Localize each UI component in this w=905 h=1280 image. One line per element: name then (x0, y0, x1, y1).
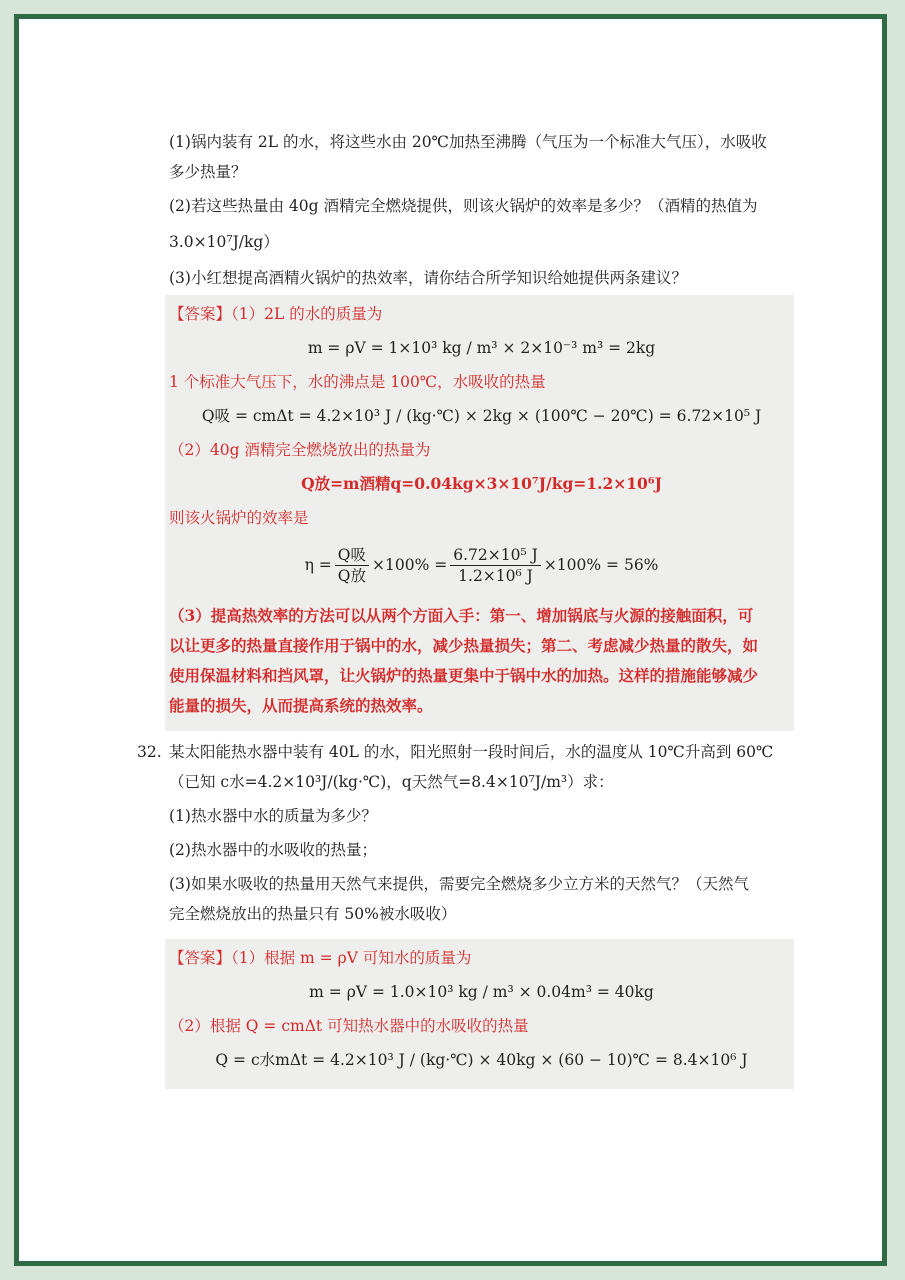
q31-part-2-cont: 3.0×10⁷J/kg） (169, 233, 279, 251)
page-content (137, 127, 794, 1095)
q32-stem: 某太阳能热水器中装有 40L 的水，阳光照射一段时间后，水的温度从 10℃升高到 60℃ (169, 743, 774, 761)
answer-label: 【答案】 (169, 305, 232, 323)
q31-a1-boil: 1 个标准大气压下，水的沸点是 100℃，水吸收的热量 (169, 373, 546, 391)
q31-a2-efficiency-intro: 则该火锅炉的效率是 (169, 509, 309, 527)
q32-part-3: (3)如果水吸收的热量用天然气来提供，需要完全燃烧多少立方米的天然气？（天然气 (169, 875, 749, 893)
q31-answer-block (165, 295, 794, 731)
q32-block (137, 737, 794, 929)
eta-lhs: η = (304, 556, 332, 574)
q31-a3-line-1: （3）提高热效率的方法可以从两个方面入手：第一、增加锅底与火源的接触面积，可 (169, 606, 754, 625)
q32-answer-block (165, 939, 794, 1089)
q31-part-1-cont: 多少热量？ (169, 163, 247, 181)
q32-part-2: (2)热水器中的水吸收的热量； (169, 841, 377, 859)
eta-fraction-2 (450, 545, 541, 586)
answer-label: 【答案】 (169, 949, 232, 967)
q32-answer-intro (169, 943, 794, 973)
q31-a1-intro: （1）2L 的水的质量为 (231, 305, 383, 323)
q31-a1-heat-formula: Q吸 = cmΔt = 4.2×10³ J / (kg·℃) × 2kg × (100℃ − 20℃) = 6.72×10⁵ J (201, 407, 762, 425)
q31-answer-intro (169, 299, 794, 329)
q32-known: （已知 c水=4.2×10³J/(kg·℃)，q天然气=8.4×10⁷J/m³）求： (169, 773, 614, 791)
q31-a3-line-4: 能量的损失，从而提高系统的热效率。 (169, 696, 433, 715)
page-frame (14, 14, 887, 1266)
q31-part-3: (3)小红想提高酒精火锅炉的热效率，请你结合所学知识给她提供两条建议？ (169, 269, 687, 287)
q31-a3-line-2: 以让更多的热量直接作用于锅中的水，减少热量损失；第二、考虑减少热量的散失，如 (169, 636, 759, 655)
eta-numerator-2: 6.72×10⁵ J (450, 545, 541, 566)
q32-part-3-cont: 完全燃烧放出的热量只有 50%被水吸收） (169, 905, 457, 923)
eta-end: ×100% = 56% (543, 556, 659, 574)
q32-stem-line (137, 737, 794, 767)
q31-efficiency-formula (169, 533, 794, 597)
q31-a2-intro: （2）40g 酒精完全燃烧放出的热量为 (169, 441, 431, 459)
q32-a1-formula: m = ρV = 1.0×10³ kg / m³ × 0.04m³ = 40kg (309, 983, 654, 1001)
q31-a2-formula: Q放=m酒精q=0.04kg×3×10⁷J/kg=1.2×10⁶J (301, 474, 662, 493)
eta-mid: ×100% = (372, 556, 448, 574)
eta-denominator-2: 1.2×10⁶ J (458, 566, 533, 585)
q31-a3-line-3: 使用保温材料和挡风罩，让火锅炉的热量更集中于锅中水的加热。这样的措施能够减少 (169, 666, 759, 685)
q31-part-1: (1)锅内装有 2L 的水，将这些水由 20℃加热至沸腾（气压为一个标准大气压），水吸收 (169, 133, 767, 151)
eta-denominator-1: Q放 (337, 566, 367, 585)
eta-fraction-1 (335, 545, 369, 586)
q31-a1-formula: m = ρV = 1×10³ kg / m³ × 2×10⁻³ m³ = 2kg (307, 339, 656, 357)
question-number: 32. (137, 743, 162, 761)
q32-a2-formula: Q = c水mΔt = 4.2×10³ J / (kg·℃) × 40kg × (60 − 10)℃ = 8.4×10⁶ J (215, 1051, 748, 1069)
q31-parts (169, 127, 794, 293)
q32-part-1: (1)热水器中水的质量为多少？ (169, 807, 377, 825)
q32-a2-intro: （2）根据 Q = cmΔt 可知热水器中的水吸收的热量 (169, 1017, 529, 1035)
eta-numerator-1: Q吸 (335, 545, 369, 566)
q32-a1-intro: （1）根据 m = ρV 可知水的质量为 (231, 949, 472, 967)
q31-part-2: (2)若这些热量由 40g 酒精完全燃烧提供，则该火锅炉的效率是多少？（酒精的热值为 (169, 197, 758, 215)
